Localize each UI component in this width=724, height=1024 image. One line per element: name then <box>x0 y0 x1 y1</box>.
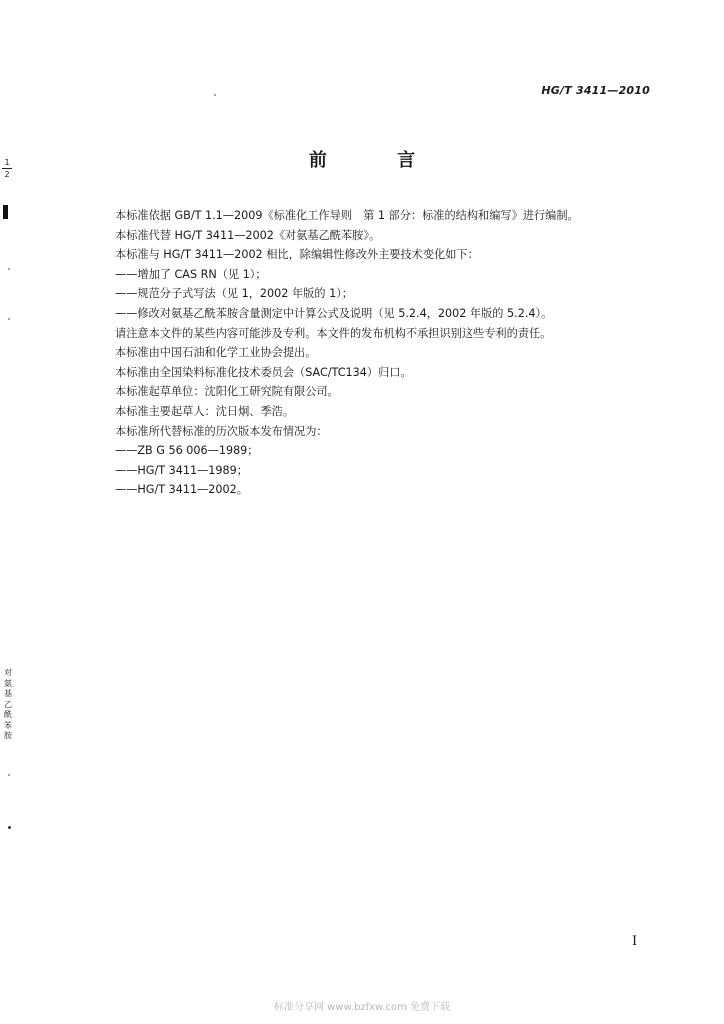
body-line: 本标准与 HG/T 3411—2002 相比，除编辑性修改外主要技术变化如下： <box>115 248 479 262</box>
body-line: ——ZB G 56 006—1989； <box>115 444 259 458</box>
body-line: 本标准代替 HG/T 3411—2002《对氨基乙酰苯胺》。 <box>115 228 381 242</box>
scan-speck <box>8 774 10 776</box>
margin-vertical-label: 对氨基乙酰苯胺 <box>4 668 12 740</box>
scan-speck <box>8 268 10 270</box>
body-text <box>115 206 675 500</box>
margin-fraction-bottom: 2 <box>4 170 10 179</box>
body-line: 请注意本文件的某些内容可能涉及专利。本文件的发布机构不承担识别这些专利的责任。 <box>115 326 552 340</box>
body-line: ——增加了 CAS RN（见 1）； <box>115 267 267 281</box>
scan-speck <box>8 318 10 320</box>
margin-fraction-top: 1 <box>4 158 10 167</box>
body-line: 本标准所代替标准的历次版本发布情况为： <box>115 424 328 438</box>
body-line: ——HG/T 3411—2002。 <box>115 483 248 497</box>
standard-code: HG/T 3411—2010 <box>541 84 650 97</box>
margin-black-mark <box>3 205 8 219</box>
body-line: ——HG/T 3411—1989； <box>115 463 248 477</box>
scan-speck <box>8 826 11 829</box>
page-title: 前 言 <box>308 150 448 171</box>
body-line: 本标准主要起草人：沈日炯、季浩。 <box>115 404 295 418</box>
body-line: ——修改对氨基乙酰苯胺含量测定中计算公式及说明（见 5.2.4，2002 年版的 5.2.4）。 <box>115 306 553 320</box>
watermark: 标准分享网 www.bzfxw.com 免费下载 <box>274 1002 450 1013</box>
scan-speck <box>214 94 216 96</box>
body-line: 本标准由全国染料标准化技术委员会（SAC/TC134）归口。 <box>115 365 412 379</box>
body-line: 本标准依据 GB/T 1.1—2009《标准化工作导则 第 1 部分：标准的结构和编写》进行编制。 <box>115 209 579 222</box>
body-line: 本标准由中国石油和化学工业协会提出。 <box>115 346 317 360</box>
page-number: I <box>632 934 638 949</box>
body-line: ——规范分子式写法（见 1，2002 年版的 1）； <box>115 287 353 301</box>
body-line: 本标准起草单位：沈阳化工研究院有限公司。 <box>115 385 339 399</box>
